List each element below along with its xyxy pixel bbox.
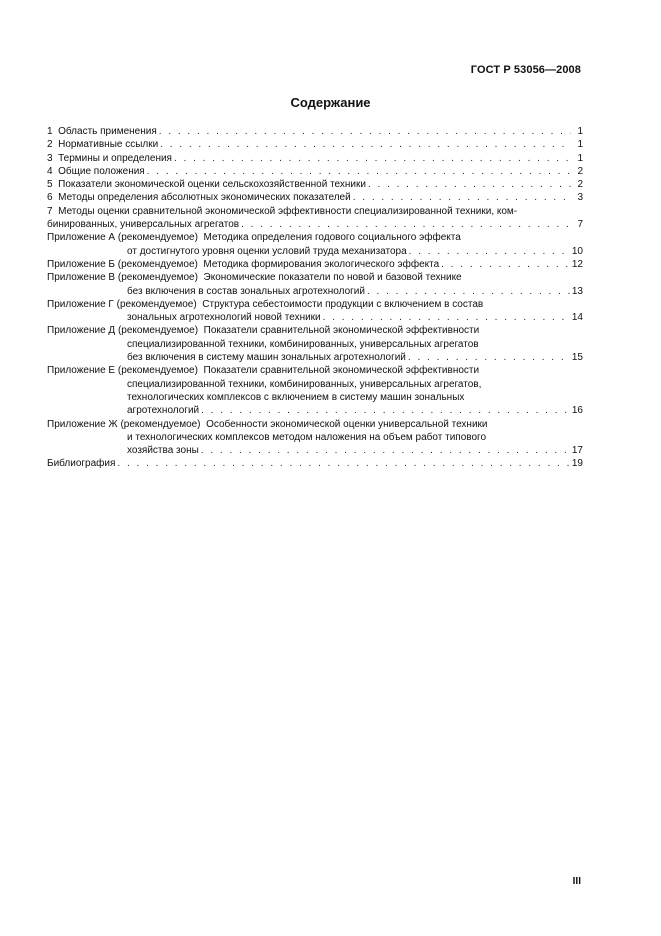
- page-ref: 2: [577, 165, 583, 177]
- appendix-title-line: Методика определения годового социального эффекта: [203, 232, 461, 244]
- toc-entry-4[interactable]: [47, 165, 583, 178]
- toc-title: Содержание: [290, 95, 371, 110]
- leader-dots: [159, 125, 571, 138]
- page-ref: 12: [571, 258, 583, 270]
- leader-dots: [201, 404, 570, 417]
- appendix-title-line: Методика формирования экологического эффекта: [203, 258, 440, 270]
- toc-appendix-b[interactable]: [47, 258, 583, 271]
- section-number: 7: [47, 205, 53, 217]
- leader-dots: [408, 351, 570, 364]
- toc-entry-6[interactable]: [47, 191, 583, 204]
- page-ref: 2: [577, 179, 583, 191]
- toc-appendix-zh[interactable]: [47, 418, 583, 458]
- section-number: 5: [47, 179, 53, 191]
- appendix-title-line: Экономические показатели по новой и базовой технике: [203, 272, 462, 284]
- section-title: Нормативные ссылки: [58, 139, 159, 151]
- leader-dots: [367, 285, 570, 298]
- appendix-title-line: специализированной техники, комбинированных, универсальных агрегатов: [127, 338, 479, 350]
- appendix-title-line: специализированной техники, комбинированных, универсальных агрегатов,: [127, 378, 482, 390]
- page-ref: 7: [577, 219, 583, 231]
- appendix-label: Приложение Е (рекомендуемое): [47, 365, 198, 377]
- page-ref: 1: [577, 139, 583, 151]
- leader-dots: [353, 191, 571, 204]
- appendix-title-line: и технологических комплексов методом наложения на объем работ типового: [127, 431, 487, 443]
- section-title-line-2: бинированных, универсальных агрегатов: [47, 219, 240, 231]
- page-ref: 14: [571, 312, 583, 324]
- page-ref: 1: [577, 152, 583, 164]
- page-ref: 19: [571, 458, 583, 470]
- bibliography-title: Библиография: [47, 458, 116, 470]
- page-ref: 1: [577, 126, 583, 137]
- appendix-title-line: от достигнутого уровня оценки условий труда механизатора: [127, 245, 407, 257]
- toc-appendix-e[interactable]: [47, 364, 583, 417]
- toc-appendix-a[interactable]: [47, 231, 583, 258]
- appendix-title-line: агротехнологий: [127, 405, 200, 417]
- section-number: 3: [47, 152, 53, 164]
- appendix-title-line: Особенности экономической оценки универсальной техники: [206, 418, 488, 430]
- document-id: ГОСТ Р 53056—2008: [470, 64, 581, 76]
- section-title-line-1: Методы оценки сравнительной экономической эффективности специализированной техники, ком-: [58, 205, 518, 217]
- section-title: Показатели экономической оценки сельскохозяйственной техники: [58, 179, 366, 191]
- toc-appendix-v[interactable]: [47, 271, 583, 298]
- section-number: 6: [47, 192, 53, 204]
- section-title: Термины и определения: [58, 152, 172, 164]
- leader-dots: [201, 444, 570, 457]
- appendix-title-line: Показатели сравнительной экономической эффективности: [203, 325, 480, 337]
- section-title: Методы определения абсолютных экономических показателей: [58, 192, 351, 204]
- page-ref: 15: [571, 352, 583, 364]
- page-ref: 10: [571, 245, 583, 257]
- leader-dots: [117, 457, 569, 470]
- section-number: 1: [47, 126, 53, 137]
- appendix-title-line: Структура себестоимости продукции с включением в состав: [202, 298, 484, 310]
- toc-entry-5[interactable]: [47, 178, 583, 191]
- page-ref: 17: [571, 445, 583, 457]
- toc-bibliography[interactable]: [47, 457, 583, 470]
- appendix-title-line: технологических комплексов с включением в систему машин зональных: [127, 391, 465, 403]
- leader-dots: [323, 311, 570, 324]
- section-number: 4: [47, 165, 53, 177]
- appendix-label: Приложение Б (рекомендуемое): [47, 258, 198, 270]
- appendix-title-line: зональных агротехнологий новой техники: [127, 312, 321, 324]
- appendix-label: Приложение В (рекомендуемое): [47, 272, 198, 284]
- appendix-title-line: хозяйства зоны: [127, 445, 199, 457]
- leader-dots: [241, 218, 571, 231]
- toc-entry-7[interactable]: [47, 205, 583, 232]
- table-of-contents: [47, 125, 583, 471]
- toc-appendix-d[interactable]: [47, 324, 583, 364]
- appendix-title-line: без включения в систему машин зональных агротехнологий: [127, 352, 406, 364]
- page-ref: 3: [577, 192, 583, 204]
- appendix-title-line: без включения в состав зональных агротехнологий: [127, 285, 365, 297]
- leader-dots: [409, 245, 570, 258]
- leader-dots: [174, 152, 571, 165]
- appendix-title-line: Показатели сравнительной экономической эффективности: [203, 365, 480, 377]
- page-number: III: [572, 876, 581, 887]
- section-title: Область применения: [58, 126, 157, 137]
- appendix-label: Приложение Д (рекомендуемое): [47, 325, 199, 337]
- toc-appendix-g[interactable]: [47, 298, 583, 325]
- appendix-label: Приложение Г (рекомендуемое): [47, 298, 197, 310]
- appendix-label: Приложение Ж (рекомендуемое): [47, 418, 201, 430]
- toc-entry-2[interactable]: [47, 138, 583, 151]
- leader-dots: [160, 138, 571, 151]
- leader-dots: [147, 165, 571, 178]
- section-number: 2: [47, 139, 53, 151]
- appendix-label: Приложение А (рекомендуемое): [47, 232, 198, 244]
- leader-dots: [368, 178, 571, 191]
- section-title: Общие положения: [58, 165, 145, 177]
- leader-dots: [441, 258, 570, 271]
- page-ref: 16: [571, 405, 583, 417]
- toc-entry-1[interactable]: [47, 125, 583, 138]
- toc-entry-3[interactable]: [47, 152, 583, 165]
- page-ref: 13: [571, 285, 583, 297]
